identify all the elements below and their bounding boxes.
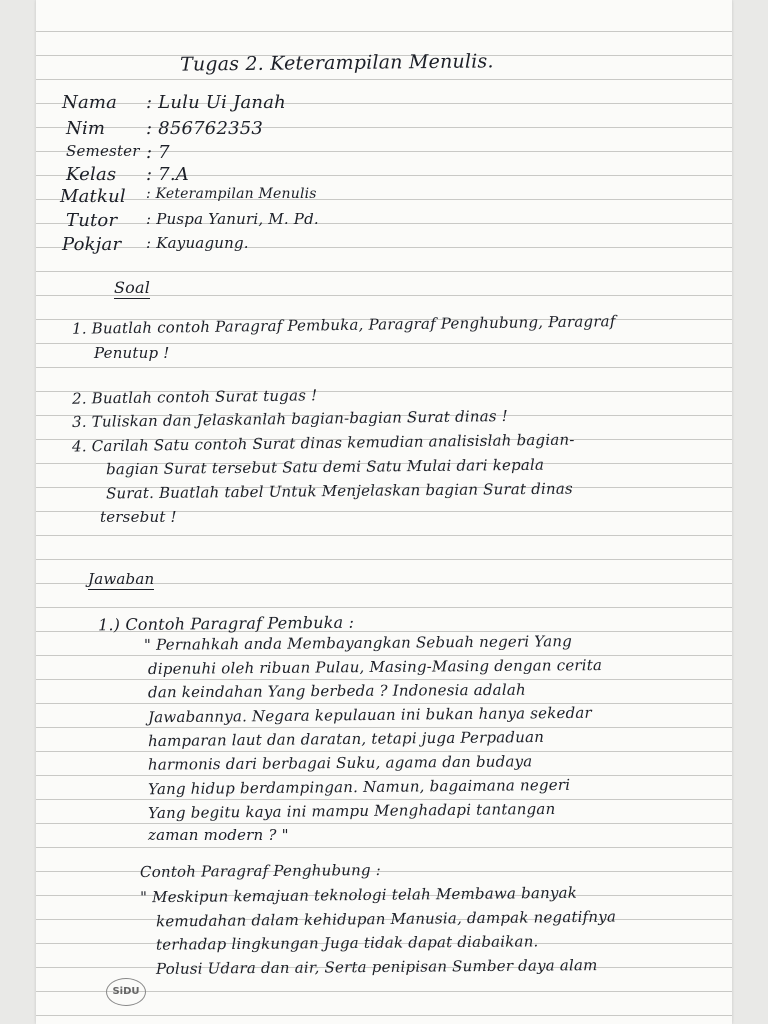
identity-label-nama: Nama (62, 92, 118, 113)
answer-line: Yang hidup berdampingan. Namun, bagaimana negeri (147, 775, 571, 799)
identity-label-matkul: Matkul (60, 186, 126, 207)
jawaban-heading: Jawaban (88, 570, 155, 588)
answer-line: terhadap lingkungan Juga tidak dapat diabaikan. (155, 932, 539, 954)
identity-label-semester: Semester (66, 142, 140, 160)
soal-line: 3. Tuliskan dan Jelaskanlah bagian-bagian Surat dinas ! (71, 406, 509, 432)
answer-line: kemudahan dalam kehidupan Manusia, dampak negatifnya (155, 907, 617, 931)
notebook-page (36, 0, 732, 1024)
answer-line: 1.) Contoh Paragraf Pembuka : (97, 612, 355, 635)
identity-label-kelas: Kelas (66, 164, 117, 185)
answer-line: Polusi Udara dan air, Serta penipisan Sumber daya alam (155, 956, 598, 978)
answer-line: " Pernahkah anda Membayangkan Sebuah negeri Yang (143, 632, 573, 654)
answer-line: zaman modern ? " (148, 826, 289, 844)
soal-line: 1. Buatlah contoh Paragraf Pembuka, Paragraf Penghubung, Paragraf (71, 312, 616, 338)
answer-line: Yang begitu kaya ini mampu Menghadapi tantangan (147, 799, 556, 823)
soal-heading: Soal (114, 278, 151, 297)
answer-line: harmonis dari berbagai Suku, agama dan budaya (147, 752, 533, 774)
identity-value-kelas: : 7.A (146, 164, 189, 185)
answer-line: hamparan laut dan daratan, tetapi juga Perpaduan (147, 727, 545, 751)
notebook-brand-logo: SiDU (106, 978, 146, 1006)
identity-value-pokjar: : Kayuagung. (146, 234, 249, 252)
identity-label-nim: Nim (66, 118, 106, 139)
soal-line: bagian Surat tersebut Satu demi Satu Mulai dari kepala (105, 455, 545, 479)
identity-value-nama: : Lulu Ui Janah (146, 92, 286, 113)
answer-line: dan keindahan Yang berbeda ? Indonesia adalah (147, 680, 526, 702)
soal-line: 4. Carilah Satu contoh Surat dinas kemudian analisislah bagian- (71, 430, 575, 456)
answer-line: dipenuhi oleh ribuan Pulau, Masing-Masing dengan cerita (147, 656, 603, 678)
soal-line: 2. Buatlah contoh Surat tugas ! (71, 386, 318, 408)
soal-line: Penutup ! (94, 344, 170, 362)
identity-label-tutor: Tutor (66, 210, 118, 231)
identity-value-semester: : 7 (146, 142, 170, 163)
soal-line: tersebut ! (100, 508, 177, 526)
soal-line: Surat. Buatlah tabel Untuk Menjelaskan bagian Surat dinas (105, 479, 573, 503)
answer-line: Jawabannya. Negara kepulauan ini bukan hanya sekedar (147, 703, 592, 727)
answer-line: Contoh Paragraf Penghubung : (139, 860, 382, 882)
identity-value-tutor: : Puspa Yanuri, M. Pd. (146, 210, 319, 228)
answer-line: " Meskipun kemajuan teknologi telah Membawa banyak (139, 883, 578, 907)
identity-label-pokjar: Pokjar (62, 234, 122, 255)
assignment-title: Tugas 2. Keterampilan Menulis. (179, 50, 494, 76)
identity-value-matkul: : Keterampilan Menulis (146, 186, 317, 202)
identity-value-nim: : 856762353 (146, 118, 264, 139)
